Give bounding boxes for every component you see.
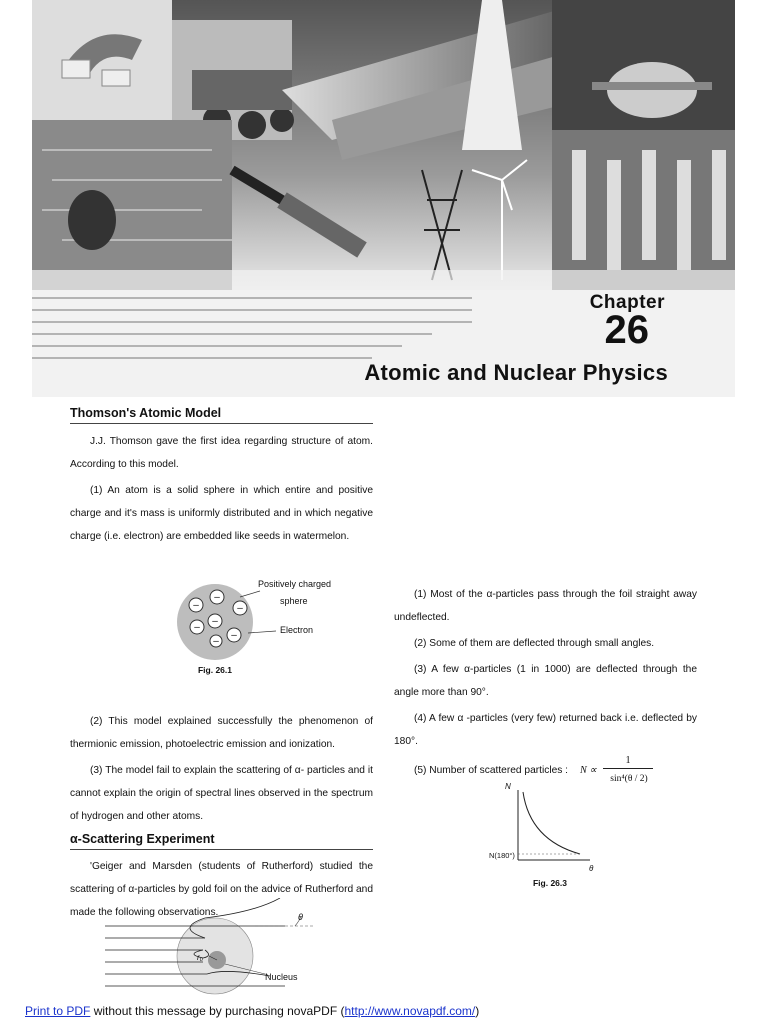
svg-text:–: – — [194, 622, 200, 633]
paragraph: (1) An atom is a solid sphere in which entire and positive charge and it's mass is uniformly distributed and in which negative charge (i.e. electron) are embedded like seeds in watermelon. — [70, 485, 373, 542]
graph-x-axis-label: θ — [589, 864, 594, 873]
formula-denominator: sin⁴(θ / 2) — [610, 774, 648, 784]
svg-text:–: – — [237, 603, 243, 614]
observation-1: (1) Most of the α-particles pass through the foil straight away undeflected. — [394, 589, 697, 623]
figure-thomson-model — [170, 575, 370, 680]
svg-text:–: – — [213, 636, 219, 647]
print-to-pdf-link[interactable]: Print to PDF — [25, 1004, 91, 1018]
observation-5-text: (5) Number of scattered particles : — [414, 765, 569, 776]
theta-label: θ — [298, 912, 303, 922]
svg-text:–: – — [193, 600, 199, 611]
svg-text:–: – — [214, 592, 220, 603]
figure-caption: Fig. 26.3 — [532, 878, 567, 888]
chapter-banner — [32, 0, 735, 397]
chapter-number: 26 — [604, 308, 649, 352]
paragraph: 'Geiger and Marsden (students of Rutherford) studied the scattering of α-particles by gold foil on the advice of Rutherford and made the following observations. — [70, 861, 373, 918]
figure-alpha-scattering — [105, 898, 335, 998]
label-electron: Electron — [280, 625, 314, 635]
scattering-graph — [485, 780, 605, 880]
left-column — [70, 405, 373, 548]
r0-label: r₀ — [197, 953, 204, 962]
formula-numerator: 1 — [625, 755, 631, 766]
graph-n180-label: N(180°) — [489, 851, 515, 860]
svg-text:–: – — [212, 616, 218, 627]
observation-2: (2) Some of them are deflected through small angles. — [414, 638, 655, 649]
left-column-lower — [70, 710, 373, 924]
section-heading-alpha-scattering: α-Scattering Experiment — [70, 831, 373, 850]
footer-text: without this message by purchasing novaPDF ( — [90, 1004, 345, 1018]
formula-lhs: N ∝ — [580, 765, 597, 776]
pdf-footer — [25, 1004, 479, 1018]
section-heading-thomson: Thomson's Atomic Model — [70, 405, 373, 424]
footer-end: ) — [475, 1004, 480, 1018]
paragraph: (3) The model fail to explain the scattering of α- particles and it cannot explain the origin of spectral lines observed in the spectrum of hydrogen and other atoms. — [70, 765, 373, 822]
figure-caption: Fig. 26.1 — [197, 665, 232, 675]
graph-y-axis-label: N — [505, 782, 511, 791]
banner-collage-image — [32, 0, 735, 290]
chapter-label: Chapter — [589, 292, 665, 313]
paragraph: (2) This model explained successfully the phenomenon of thermionic emission, photoelectric emission and ionization. — [70, 716, 373, 750]
label-sphere: sphere — [280, 596, 308, 606]
observation-4: (4) A few α -particles (very few) returned back i.e. deflected by 180°. — [394, 713, 697, 747]
right-column — [394, 583, 697, 793]
nucleus-label: Nucleus — [265, 972, 298, 982]
paragraph: J.J. Thomson gave the first idea regarding structure of atom. According to this model. — [70, 436, 373, 470]
label-positively-charged: Positively charged — [258, 579, 332, 589]
figure-scattering-graph — [485, 780, 605, 895]
novapdf-link[interactable]: http://www.novapdf.com/ — [344, 1004, 476, 1018]
observation-3: (3) A few α-particles (1 in 1000) are deflected through the angle more than 90°. — [394, 664, 697, 698]
chapter-title: Atomic and Nuclear Physics — [364, 360, 668, 385]
svg-text:–: – — [231, 630, 237, 641]
